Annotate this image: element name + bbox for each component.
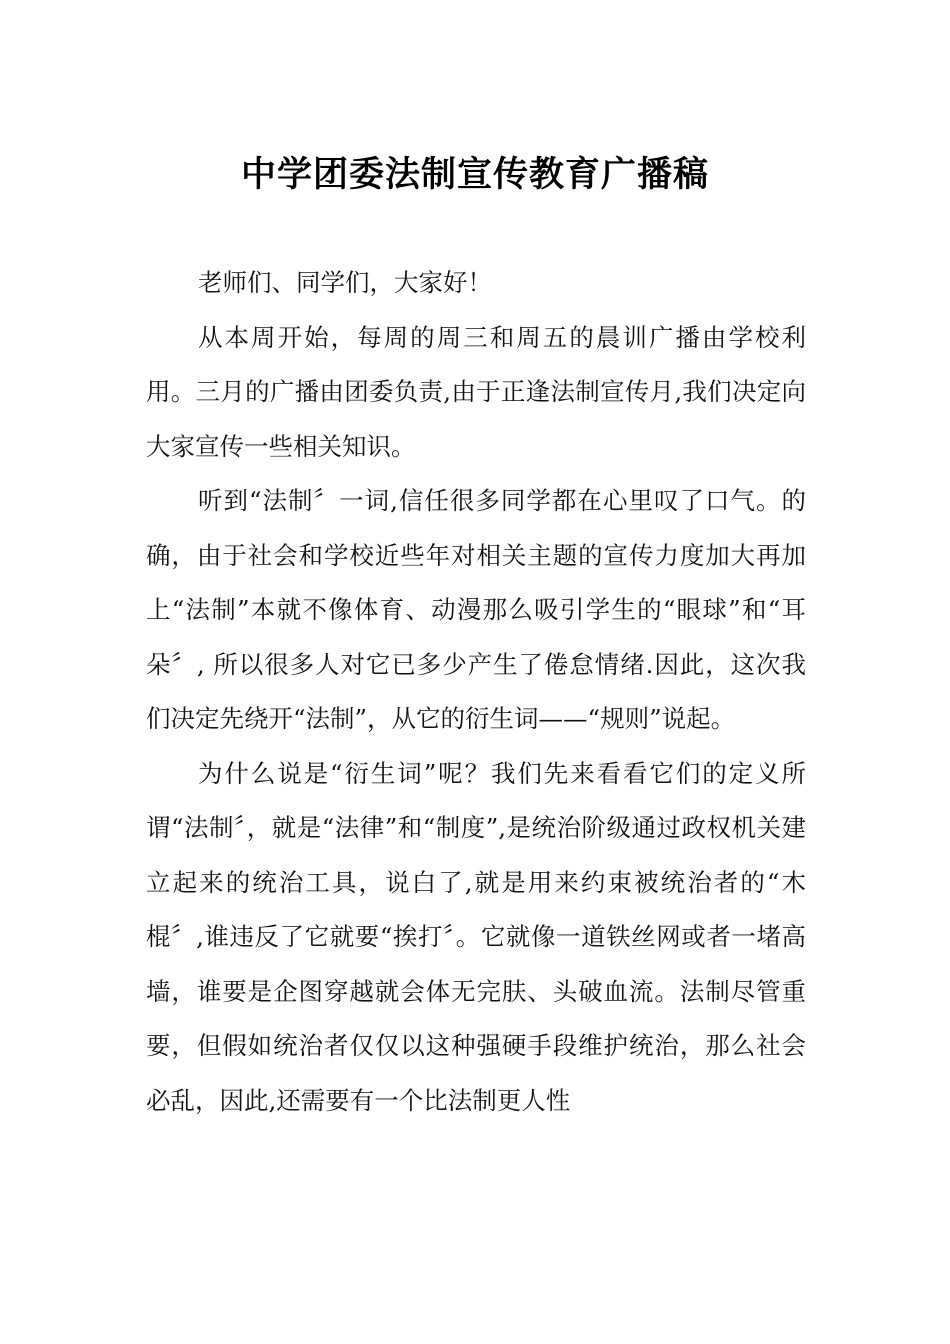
paragraph-intro: 从本周开始，每周的周三和周五的晨训广播由学校利用。三月的广播由团委负责,由于正逢法制宣传月,我们决定向大家宣传一些相关知识。: [146, 322, 806, 461]
document-body: [146, 256, 806, 1128]
paragraph-rules-topic: 听到“法制〞一词,信任很多同学都在心里叹了口气。的确，由于社会和学校近些年对相关主题的宣传力度加大再加上“法制”本就不像体育、动漫那么吸引学生的“眼球”和“耳朵〞, 所以很多人对它已多少产生了倦怠情绪.因此，这次我们决定先绕开“法制”，从它的衍生词——“规则”说起。: [146, 486, 806, 733]
paragraph-definition: 为什么说是“衍生词”呢？我们先来看看它们的定义所谓“法制〞，就是“法律”和“制度”,是统治阶级通过政权机关建立起来的统治工具，说白了,就是用来约束被统治者的“木棍〞,谁违反了它就要“挨打〞。它就像一道铁丝网或者一堵高墙，谁要是企图穿越就会体无完肤、头破血流。法制尽管重要，但假如统治者仅仅以这种强硬手段维护统治，那么社会必乱，因此,还需要有一个比法制更人性: [146, 758, 806, 1115]
document-title: 中学团委法制宣传教育广播稿: [240, 154, 709, 196]
paragraph-greeting: 老师们、同学们，大家好！: [198, 268, 492, 297]
